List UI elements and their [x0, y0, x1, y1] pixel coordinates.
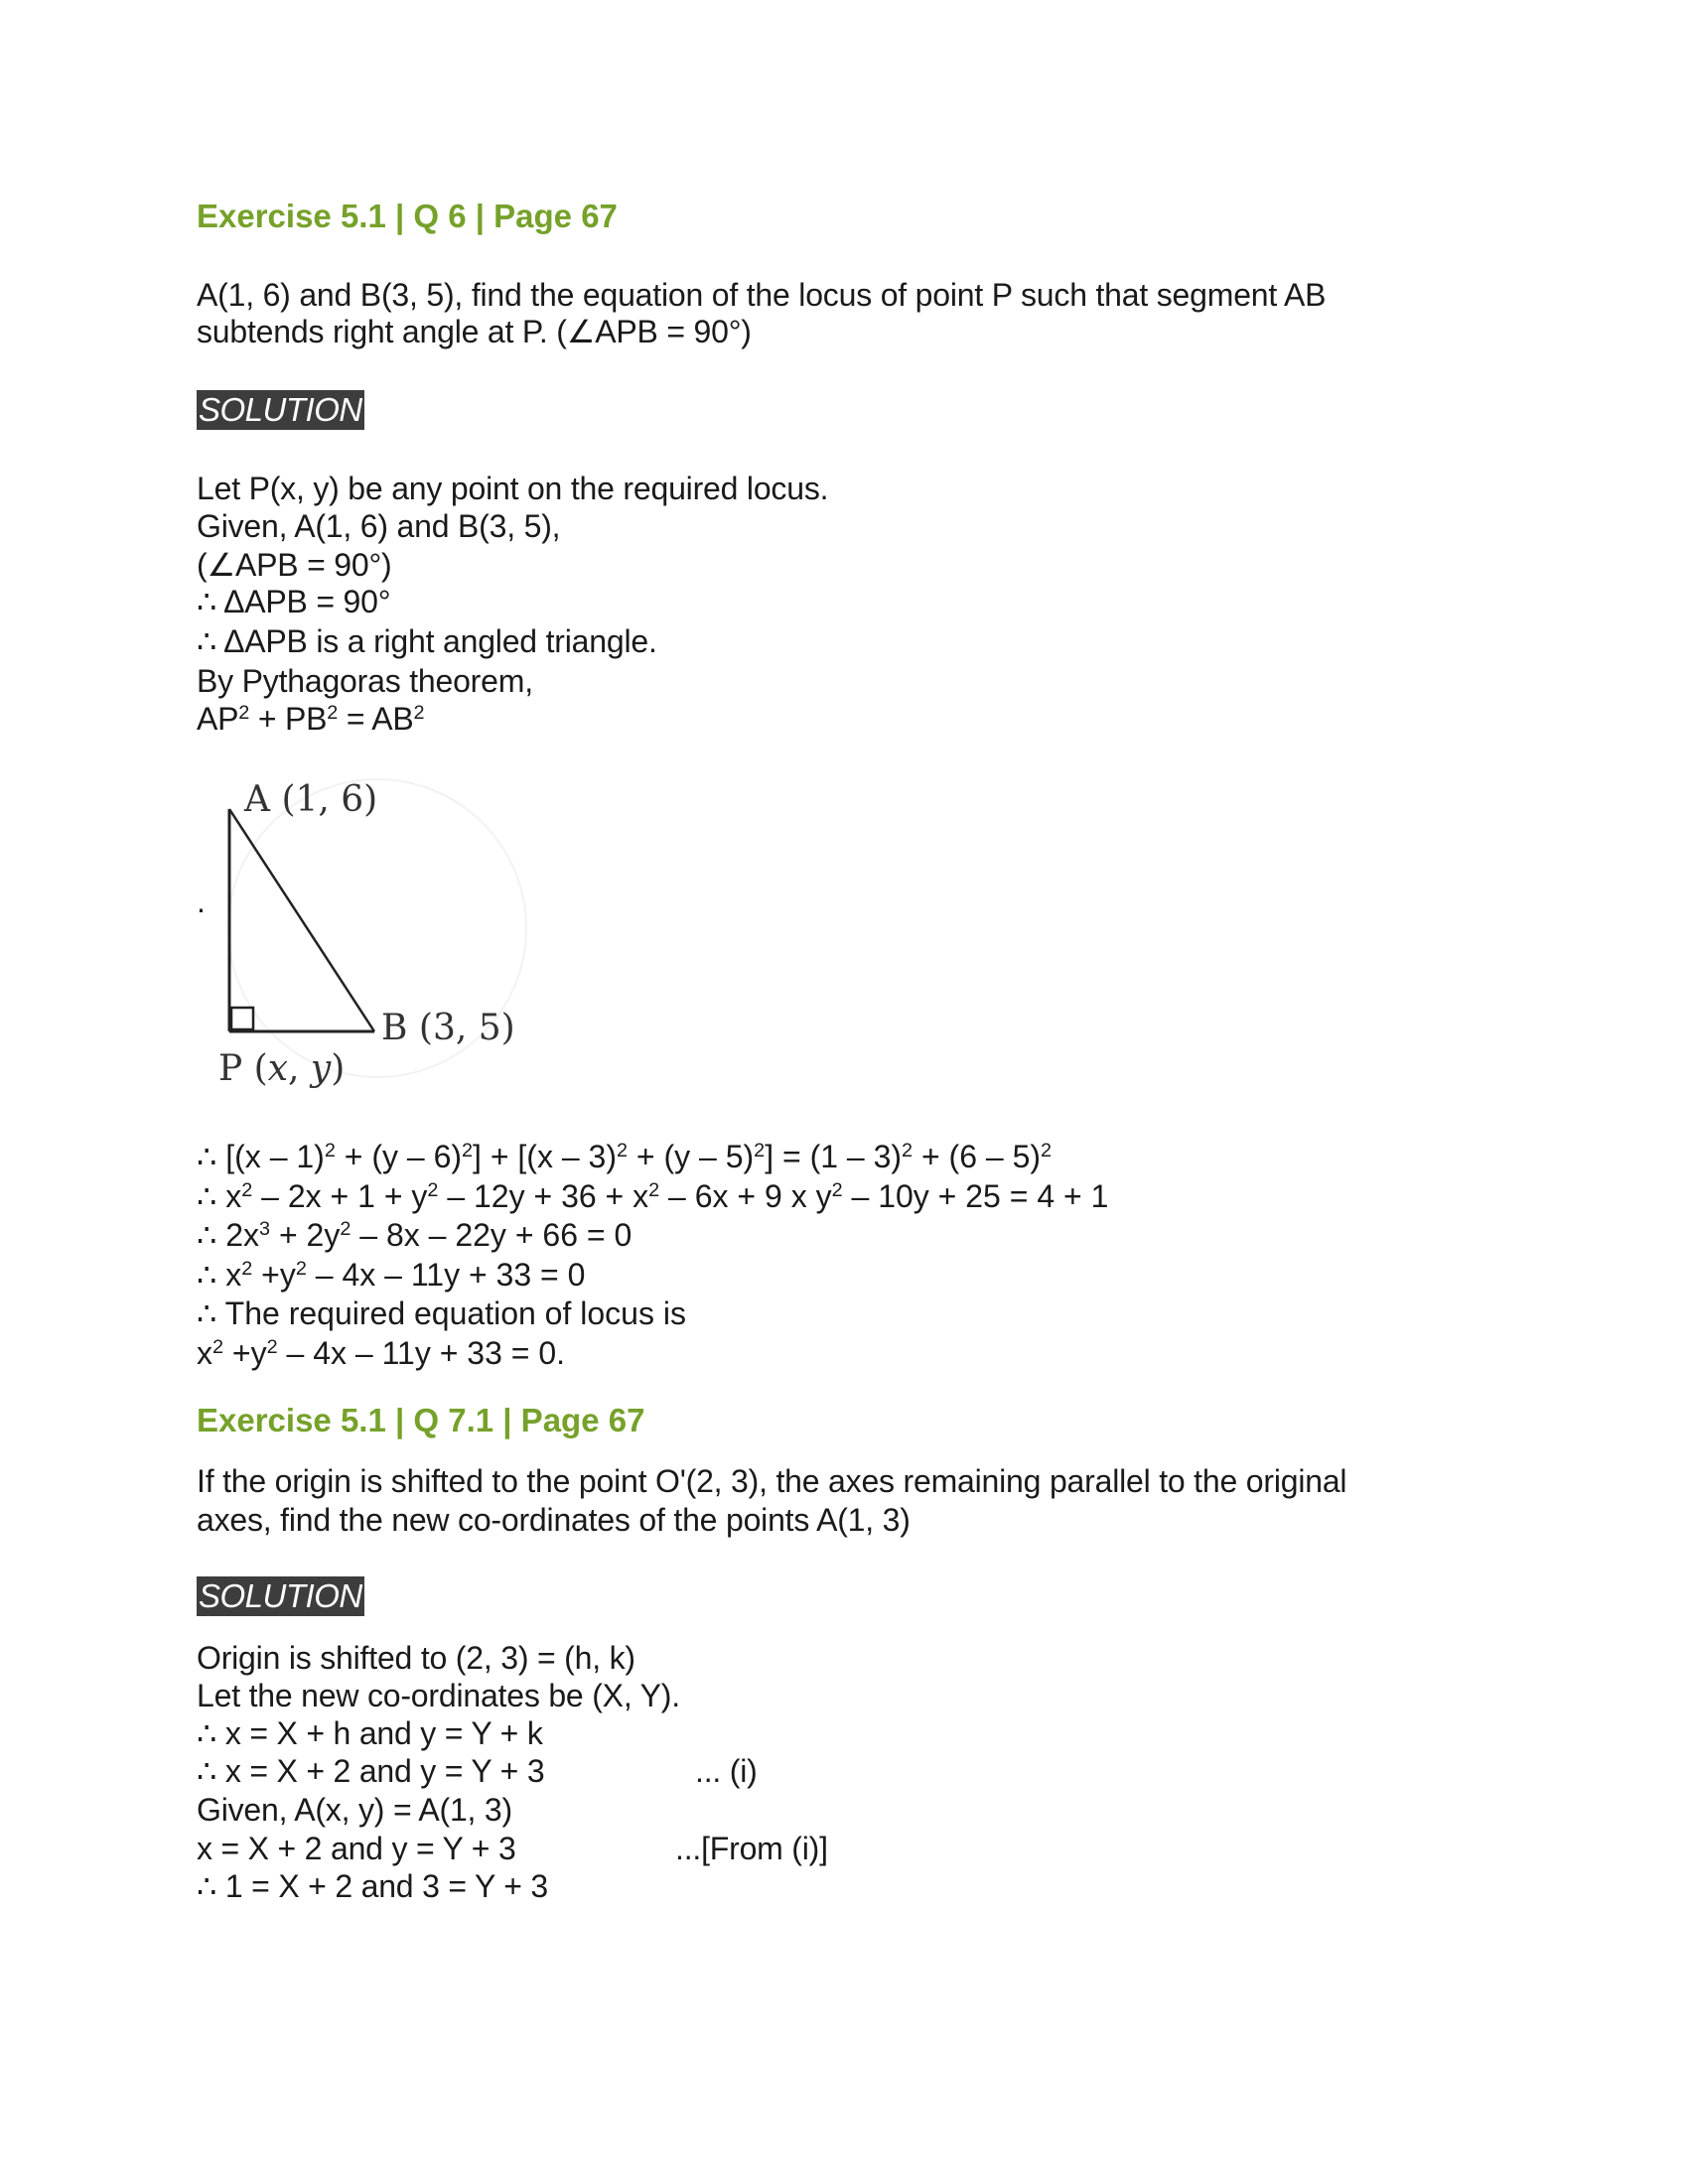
equation-reference: ... (i) — [695, 1753, 758, 1789]
label-point-p: P (x, y) — [218, 1048, 346, 1089]
solution-step: ∴ x = X + 2 and y = Y + 3 — [197, 1753, 545, 1789]
solution-step: ∴ 1 = X + 2 and 3 = Y + 3 — [197, 1868, 549, 1904]
solution-step: Let P(x, y) be any point on the required locus. — [197, 471, 829, 506]
equation-line-3: ∴ $2x^3 + 2y^2 - 8x - 22y + 66 = 0$ — [197, 1217, 633, 1253]
question-text-line2: subtends right angle at P. (∠APB = 90°) — [197, 314, 752, 349]
equation-reference: ...[From (i)] — [675, 1831, 828, 1866]
solution-step: ∴ ΔAPB is a right angled triangle. — [197, 623, 657, 659]
solution-step: By Pythagoras theorem, — [197, 663, 533, 699]
question-text-line1: If the origin is shifted to the point O'(2, 3), the axes remaining parallel to the original — [197, 1463, 1347, 1499]
solution-step: (∠APB = 90°) — [197, 547, 392, 583]
question-text-line2: axes, find the new co-ordinates of the points A(1, 3) — [197, 1502, 911, 1538]
equation-line-4: ∴ $x^2 +y^2 - 4x - 11y + 33 = 0$ — [197, 1257, 586, 1293]
equation-line-1: ∴ [(x – 1)$^2$ + (y – 6)$^2$] + [(x – 3)$^2$ + (y – 5)$^2$] = (1 – 3)$^2$ + (6 – 5)$^2$ — [197, 1139, 1053, 1174]
stray-dot: . — [197, 884, 206, 919]
final-equation: $x^2 +y^2 - 4x - 11y + 33 = 0$. — [197, 1335, 566, 1371]
solution-step: Let the new co-ordinates be (X, Y). — [197, 1678, 680, 1713]
equation-line-5: ∴ The required equation of locus is — [197, 1296, 686, 1331]
solution-step: ∴ x = X + h and y = Y + k — [197, 1715, 543, 1751]
solution-step: Given, A(x, y) = A(1, 3) — [197, 1792, 512, 1828]
solution-step: Origin is shifted to (2, 3) = (h, k) — [197, 1640, 635, 1676]
pythagoras-equation: $AP^2 + PB^2 = AB^2$ — [197, 701, 425, 737]
solution-badge: SOLUTION — [199, 1577, 362, 1614]
label-point-a: A (1, 6) — [244, 779, 378, 820]
equation-line-2: ∴ $x^2 - 2x + 1 + y^2 - 12y + 36 + x^2 - 6x + 9$ x $y^2 - 10y + 25 = 4 + 1$ — [197, 1178, 1109, 1214]
solution-step: ∴ ΔAPB = 90° — [197, 584, 391, 619]
solution-step: x = X + 2 and y = Y + 3 — [197, 1831, 516, 1866]
right-angle-marker — [231, 1008, 253, 1029]
exercise-heading-q7-1: Exercise 5.1 | Q 7.1 | Page 67 — [197, 1402, 645, 1438]
solution-badge: SOLUTION — [199, 391, 362, 428]
solution-step: Given, A(1, 6) and B(3, 5), — [197, 508, 561, 544]
exercise-heading-q6: Exercise 5.1 | Q 6 | Page 67 — [197, 198, 618, 234]
question-text-line1: A(1, 6) and B(3, 5), find the equation of the locus of point P such that segment AB — [197, 277, 1327, 313]
label-point-b: B (3, 5) — [381, 1008, 515, 1048]
side-ab — [229, 809, 374, 1031]
